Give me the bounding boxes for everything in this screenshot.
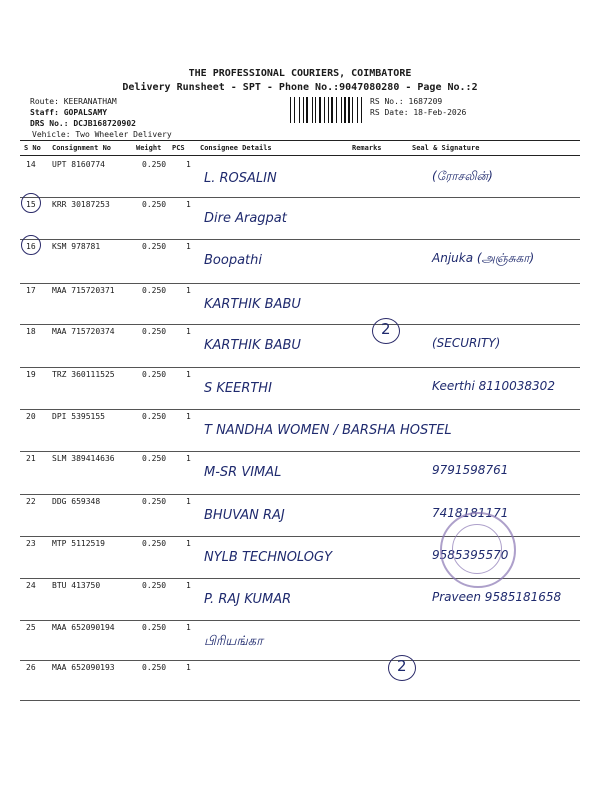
row-consignment: MAA 715720374	[52, 327, 115, 336]
rs-date: RS Date: 18-Feb-2026	[370, 108, 467, 117]
seal-stamp-inner	[452, 524, 502, 574]
row-weight: 0.250	[142, 200, 167, 209]
row-consignment: MAA 652090193	[52, 663, 115, 672]
row-consignment: DPI 5395155	[52, 412, 105, 421]
row-sno: 25	[26, 623, 36, 632]
barcode-bar	[348, 97, 349, 123]
table-row	[20, 660, 580, 700]
table-row	[20, 367, 580, 409]
barcode-bar	[331, 97, 332, 123]
company-title: THE PROFESSIONAL COURIERS, COIMBATORE	[188, 68, 412, 79]
row-pcs: 1	[186, 623, 191, 632]
row-pcs: 1	[186, 539, 191, 548]
col-remarks: Remarks	[352, 144, 382, 152]
row-divider	[20, 700, 580, 701]
row-consignee-handwritten: T NANDHA WOMEN / BARSHA HOSTEL	[204, 423, 452, 438]
row-weight: 0.250	[142, 623, 167, 632]
row-sno: 19	[26, 370, 36, 379]
row-weight: 0.250	[142, 581, 167, 590]
row-weight: 0.250	[142, 539, 167, 548]
row-signature: 9791598761	[432, 463, 509, 477]
row-signature: (ரோசலின்)	[432, 169, 493, 183]
row-consignment: SLM 389414636	[52, 454, 115, 463]
table-row	[20, 578, 580, 620]
row-sno: 24	[26, 581, 36, 590]
row-pcs: 1	[186, 286, 191, 295]
row-consignee-handwritten: S KEERTHI	[204, 381, 272, 396]
row-consignee-handwritten: P. RAJ KUMAR	[204, 592, 292, 607]
table-row	[20, 324, 580, 367]
barcode-bar	[352, 97, 353, 123]
table-row	[20, 283, 580, 324]
row-consignment: MTP 5112519	[52, 539, 105, 548]
row-weight: 0.250	[142, 497, 167, 506]
barcode-bar	[299, 97, 300, 123]
barcode-bar	[324, 97, 325, 123]
row-consignee-handwritten: M-SR VIMAL	[204, 465, 282, 480]
barcode-bar	[336, 97, 337, 123]
row-sno: 15	[26, 200, 36, 209]
route-label: Route: KEERANATHAM	[30, 97, 117, 106]
barcode-bar	[312, 97, 313, 123]
row-consignee-handwritten: Boopathi	[204, 253, 262, 268]
row-weight: 0.250	[142, 412, 167, 421]
row-consignment: MAA 715720371	[52, 286, 115, 295]
row-weight: 0.250	[142, 454, 167, 463]
row-sno: 17	[26, 286, 36, 295]
table-row	[20, 451, 580, 494]
barcode	[290, 97, 365, 123]
runsheet-subtitle: Delivery Runsheet - SPT - Phone No.:9047080280 - Page No.:2	[122, 82, 478, 93]
group-mark-2: 2	[397, 657, 407, 675]
row-sno: 26	[26, 663, 36, 672]
barcode-bar	[341, 97, 342, 123]
row-circle-mark	[21, 193, 41, 213]
row-consignment: DDG 659348	[52, 497, 101, 506]
row-weight: 0.250	[142, 370, 167, 379]
barcode-bar	[328, 97, 329, 123]
row-circle-mark	[21, 235, 41, 255]
drs-number: DRS No.: DCJB168720902	[30, 119, 136, 128]
row-pcs: 1	[186, 370, 191, 379]
vehicle-label: Vehicle: Two Wheeler Delivery	[32, 130, 172, 139]
row-weight: 0.250	[142, 663, 167, 672]
row-weight: 0.250	[142, 160, 167, 169]
row-pcs: 1	[186, 327, 191, 336]
staff-label: Staff: GOPALSAMY	[30, 108, 108, 117]
rs-number: RS No.: 1687209	[370, 97, 443, 106]
row-pcs: 1	[186, 412, 191, 421]
row-signature: 7418181171	[432, 506, 509, 520]
row-sno: 16	[26, 242, 36, 251]
row-pcs: 1	[186, 581, 191, 590]
table-row	[20, 197, 580, 239]
row-signature: (SECURITY)	[432, 336, 501, 350]
col-weight: Weight	[136, 144, 162, 152]
header-rule-bottom	[20, 155, 580, 156]
row-pcs: 1	[186, 242, 191, 251]
table-row	[20, 620, 580, 660]
row-consignment: TRZ 360111525	[52, 370, 115, 379]
table-row	[20, 409, 580, 451]
row-consignment: KSM 978781	[52, 242, 101, 251]
barcode-bar	[361, 97, 362, 123]
barcode-bar	[319, 97, 321, 123]
table-row	[20, 239, 580, 283]
row-consignee-handwritten: L. ROSALIN	[204, 171, 277, 186]
row-signature: Praveen 9585181658	[432, 590, 562, 604]
row-pcs: 1	[186, 200, 191, 209]
row-sno: 22	[26, 497, 36, 506]
row-pcs: 1	[186, 160, 191, 169]
row-pcs: 1	[186, 454, 191, 463]
row-consignee-handwritten: KARTHIK BABU	[204, 297, 301, 312]
row-sno: 20	[26, 412, 36, 421]
col-consignee: Consignee Details	[200, 144, 272, 152]
row-consignee-handwritten: Dire Aragpat	[204, 211, 287, 226]
seal-stamp	[440, 512, 516, 588]
barcode-bar	[294, 97, 295, 123]
barcode-bar	[306, 97, 307, 123]
row-consignment: KRR 30187253	[52, 200, 110, 209]
row-signature: Keerthi 8110038302	[432, 379, 555, 393]
row-consignment: BTU 413750	[52, 581, 101, 590]
row-pcs: 1	[186, 663, 191, 672]
row-weight: 0.250	[142, 286, 167, 295]
col-seal: Seal & Signature	[412, 144, 480, 152]
row-signature: Anjuka (அஞ்சுகா)	[432, 251, 535, 265]
barcode-bar	[303, 97, 304, 123]
table-row	[20, 157, 580, 197]
row-pcs: 1	[186, 497, 191, 506]
col-consignment: Consignment No	[52, 144, 112, 152]
row-consignment: MAA 652090194	[52, 623, 115, 632]
barcode-bar	[357, 97, 358, 123]
row-sno: 14	[26, 160, 36, 169]
row-sno: 21	[26, 454, 36, 463]
barcode-bar	[344, 97, 345, 123]
row-consignee-handwritten: BHUVAN RAJ	[204, 508, 285, 523]
col-sno: S No	[24, 144, 41, 152]
row-consignment: UPT 8160774	[52, 160, 105, 169]
row-sno: 23	[26, 539, 36, 548]
row-weight: 0.250	[142, 327, 167, 336]
row-sno: 18	[26, 327, 36, 336]
row-consignee-handwritten: பிரியங்கா	[204, 634, 263, 649]
row-consignee-handwritten: NYLB TECHNOLOGY	[204, 550, 333, 565]
group-mark-1: 2	[381, 320, 391, 338]
col-pcs: PCS	[172, 144, 185, 152]
row-signature: 9585395570	[432, 548, 509, 562]
column-headers	[20, 144, 580, 155]
row-weight: 0.250	[142, 242, 167, 251]
barcode-bar	[315, 97, 316, 123]
header-rule-top	[20, 140, 580, 141]
barcode-bar	[290, 97, 291, 123]
row-consignee-handwritten: KARTHIK BABU	[204, 338, 301, 353]
